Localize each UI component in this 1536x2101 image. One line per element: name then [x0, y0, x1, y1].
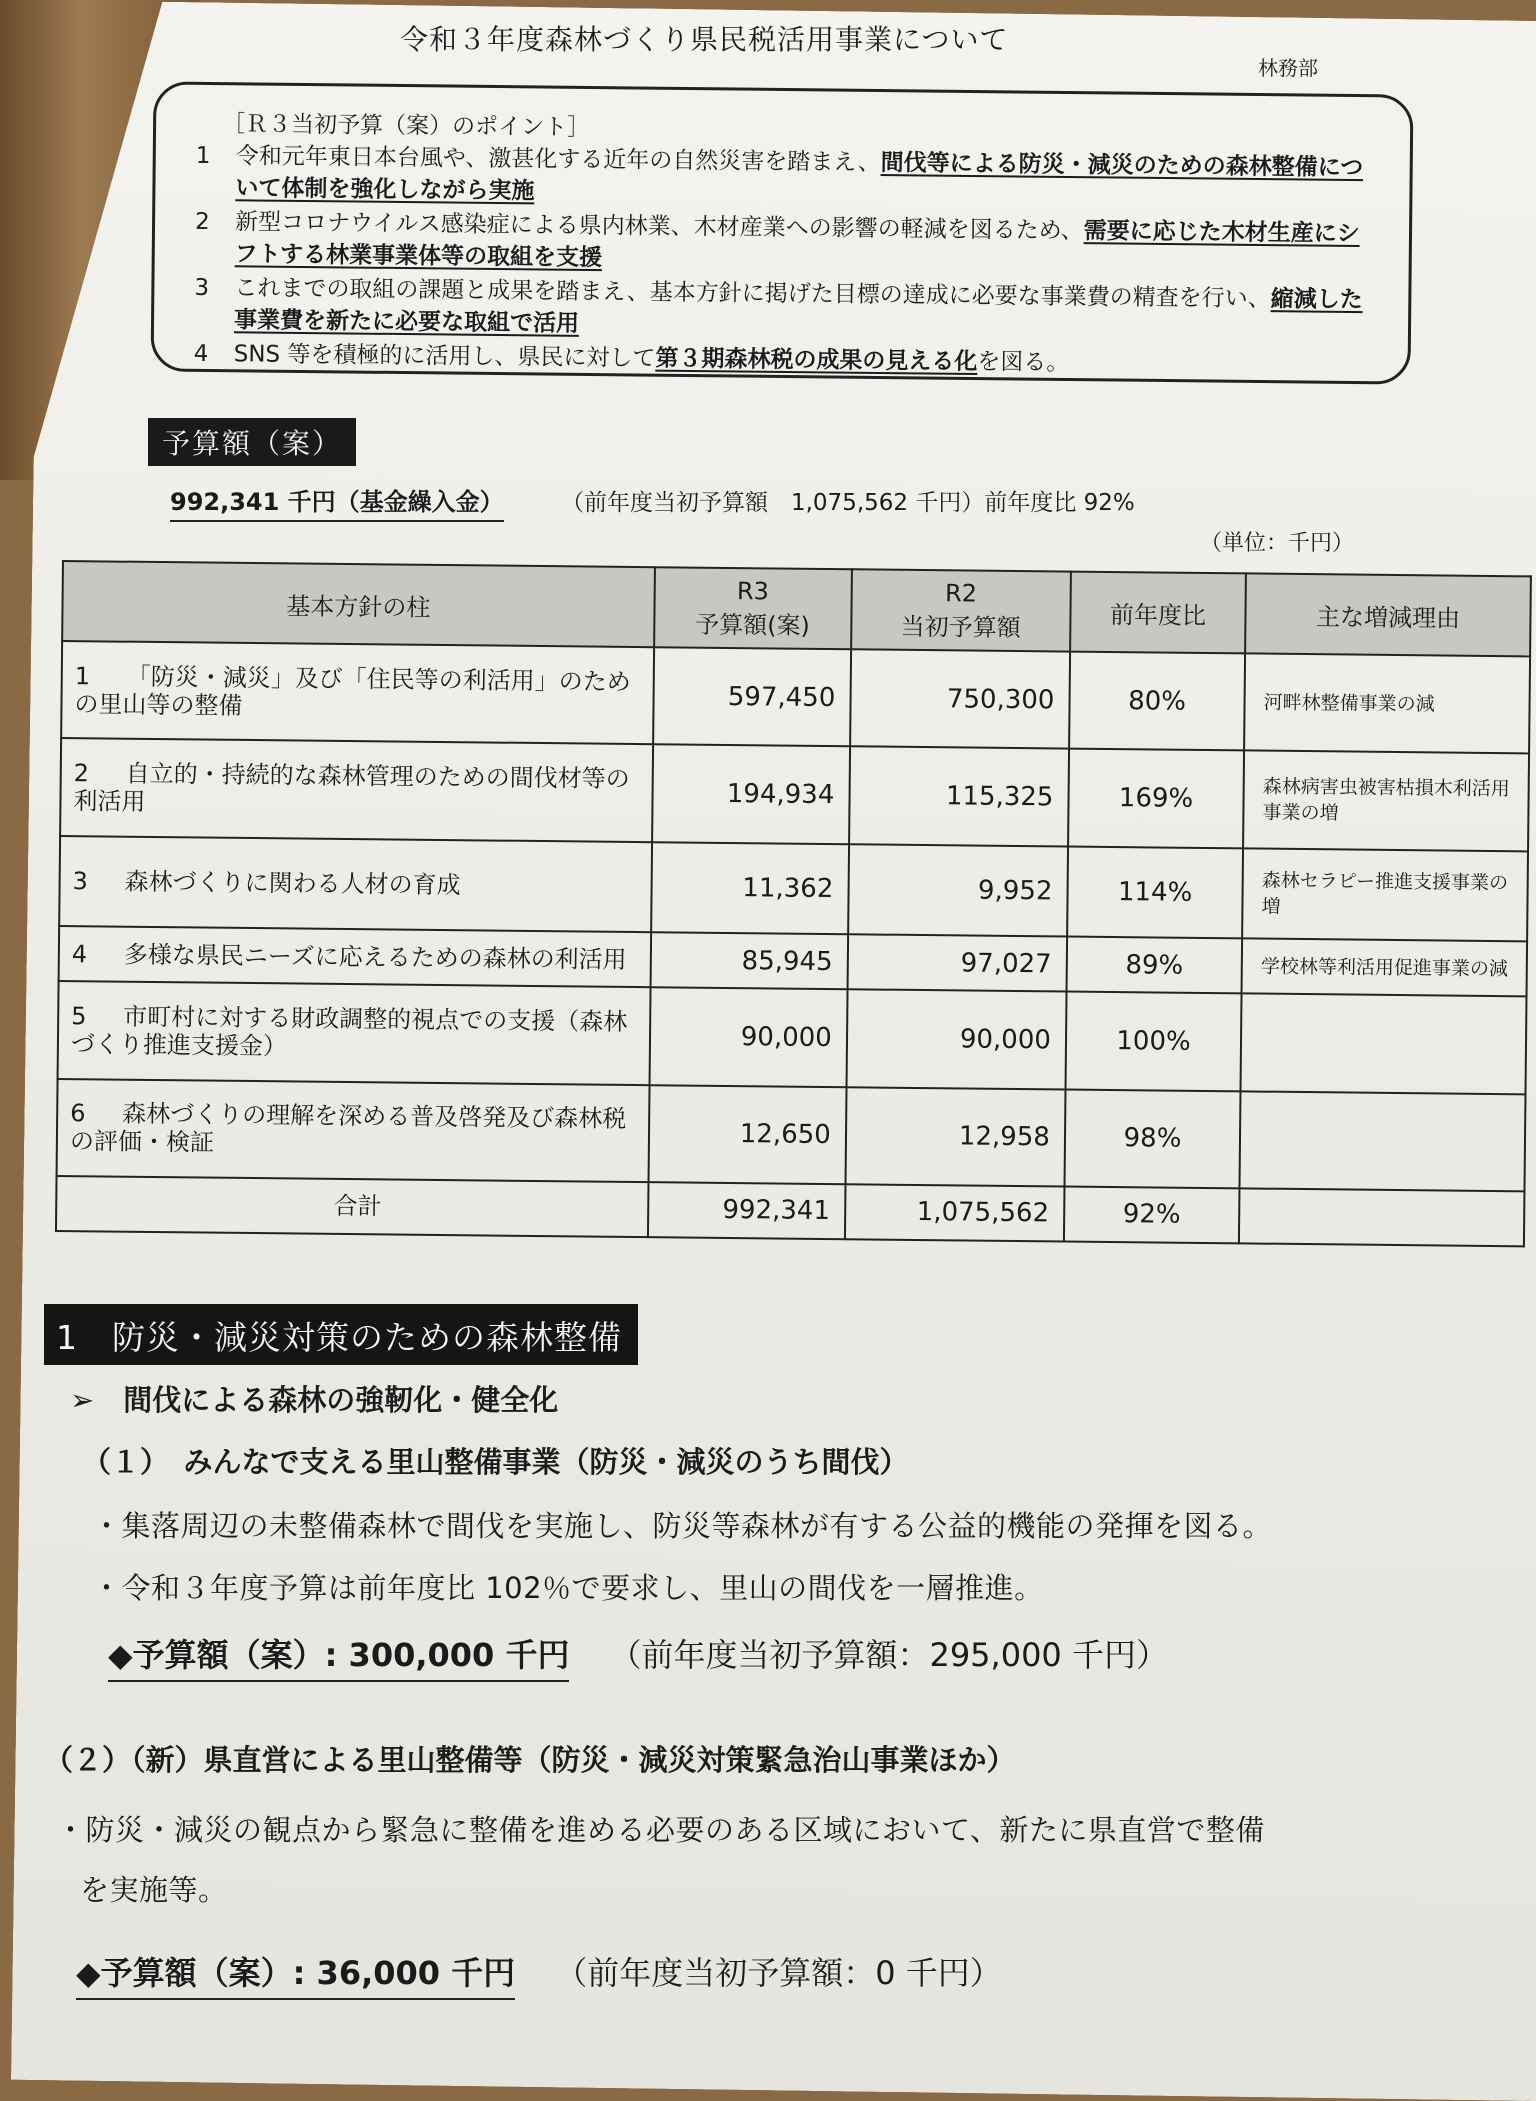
reason-cell: 学校林等利活用促進事業の減 [1242, 939, 1527, 997]
table-row [59, 835, 1528, 941]
budget-previous: （前年度当初予算額 1,075,562 千円）前年度比 92% [560, 490, 1135, 516]
table-row [60, 738, 1529, 851]
point-number: 3 [194, 274, 210, 302]
point-emphasis: 間伐等による防災・減災のための森林整備について体制を強化しながら実施 [235, 150, 1364, 205]
point-number: 1 [195, 142, 211, 170]
r2-cell: 115,325 [849, 747, 1069, 847]
department-label: 林務部 [1258, 56, 1318, 80]
ratio-cell: 100% [1065, 992, 1241, 1091]
ratio-cell: 169% [1068, 749, 1244, 848]
ratio-cell: 80% [1069, 652, 1245, 751]
table-header-row [62, 561, 1531, 656]
reason-cell [1240, 1091, 1526, 1191]
item2-title: （２）（新）県直営による里山整備等（防災・減災対策緊急治山事業ほか） [44, 1743, 1016, 1777]
pillar-cell: 5 市町村に対する財政調整的視点での支援（森林づくり推進支援金） [58, 981, 651, 1084]
r2-cell: 9,952 [848, 844, 1068, 937]
point-number: 4 [193, 340, 209, 367]
unit-label: （単位：千円） [1200, 531, 1355, 556]
pillar-cell: 3 森林づくりに関わる人材の育成 [59, 835, 651, 932]
item2-line: ・防災・減災の観点から緊急に整備を進める必要のある区域において、新たに県直営で整備 [56, 1813, 1265, 1847]
total-r2: 1,075,562 [845, 1184, 1065, 1241]
item2-line: を実施等。 [80, 1873, 228, 1907]
point-item [195, 206, 1382, 282]
r3-cell: 597,450 [653, 647, 851, 746]
item2-previous: （前年度当初予算額：0 千円） [555, 1954, 1002, 1992]
ratio-cell: 89% [1066, 937, 1242, 994]
header-pillar: 基本方針の柱 [62, 561, 654, 647]
point-text: SNS 等を積極的に活用し、県民に対して [233, 341, 656, 372]
point-text: 新型コロナウイルス感染症による県内林業、木材産業への影響の軽減を図るため、 [234, 209, 1084, 245]
point-text: これまでの取組の課題と成果を踏まえ、基本方針に掲げた目標の達成に必要な事業費の精査を行い、 [234, 275, 1271, 313]
reason-cell [1241, 994, 1527, 1094]
total-label: 合計 [56, 1176, 648, 1237]
header-r3: R3 予算額(案) [654, 567, 852, 649]
r2-cell: 90,000 [846, 990, 1066, 1090]
section-number: 1 [56, 1318, 78, 1357]
pillar-cell: 4 多様な県民ニーズに応えるための森林の利活用 [59, 926, 651, 987]
point-emphasis: 第３期森林税の成果の見える化 [655, 345, 978, 376]
pillar-cell: 1 「防災・減災」及び「住民等の利活用」のための里山等の整備 [61, 641, 654, 744]
table-row [58, 981, 1527, 1094]
total-r3: 992,341 [648, 1182, 846, 1239]
total-reason [1239, 1188, 1524, 1246]
r3-cell: 194,934 [652, 744, 850, 843]
table-row [61, 641, 1530, 754]
points-heading: ［Ｒ３当初予算（案）のポイント］ [221, 111, 591, 141]
r2-cell: 97,027 [847, 935, 1067, 992]
r3-cell: 12,650 [648, 1085, 846, 1184]
point-item [195, 140, 1382, 216]
reason-cell: 森林セラピー推進支援事業の増 [1242, 848, 1528, 942]
header-ratio: 前年度比 [1070, 572, 1246, 654]
point-text: 令和元年東日本台風や、激甚化する近年の自然災害を踏まえ、 [235, 143, 881, 177]
ratio-cell: 98% [1064, 1089, 1240, 1188]
item1-previous: （前年度当初予算額：295,000 千円） [609, 1636, 1168, 1674]
reason-cell: 河畔林整備事業の減 [1244, 653, 1530, 753]
point-number: 2 [194, 208, 210, 236]
pillar-cell: 2 自立的・持続的な森林管理のための間伐材等の利活用 [60, 738, 653, 841]
header-reason: 主な増減理由 [1245, 573, 1531, 656]
reason-cell: 森林病害虫被害枯損木利活用事業の増 [1243, 751, 1529, 851]
document-title: 令和３年度森林づくり県民税活用事業について [400, 23, 1009, 56]
item1-title: （１） みんなで支える里山整備事業（防災・減災のうち間伐） [82, 1445, 909, 1479]
subheading: ➢ 間伐による森林の強靭化・健全化 [70, 1383, 559, 1417]
item1-budget: ◆予算額（案）: 300,000 千円 [108, 1636, 569, 1682]
point-emphasis: 縮減した事業費を新たに必要な取組で活用 [233, 286, 1363, 337]
section-title: 防災・減災対策のための森林整備 [112, 1318, 622, 1357]
budget-table [55, 560, 1532, 1247]
budget-total: 992,341 千円（基金繰入金） [170, 488, 504, 522]
item2-amount [76, 1948, 1002, 1994]
r3-cell: 85,945 [650, 932, 848, 989]
budget-summary [170, 482, 1350, 517]
point-item [194, 272, 1381, 348]
header-r2: R2 当初予算額 [851, 569, 1071, 651]
pillar-cell: 6 森林づくりの理解を深める普及啓発及び森林税の評価・検証 [57, 1079, 650, 1182]
r3-cell: 90,000 [649, 988, 847, 1087]
total-ratio: 92% [1064, 1186, 1240, 1243]
item2-budget: ◆予算額（案）: 36,000 千円 [76, 1954, 515, 2000]
ratio-cell: 114% [1067, 846, 1243, 939]
r2-cell: 750,300 [850, 649, 1070, 749]
point-text-rest: を図る。 [977, 349, 1070, 377]
point-emphasis: 需要に応じた木材生産にシフトする林業事業体等の取組を支援 [234, 218, 1360, 272]
section-heading [44, 1304, 638, 1365]
item1-line: ・令和３年度予算は前年度比 102％で要求し、里山の間伐を一層推進。 [92, 1571, 1044, 1605]
r2-cell: 12,958 [845, 1087, 1065, 1187]
table-row [57, 1079, 1526, 1192]
budget-points-box [151, 81, 1414, 384]
r3-cell: 11,362 [651, 842, 849, 935]
budget-badge: 予算額（案） [148, 418, 356, 466]
item1-amount [108, 1630, 1168, 1676]
item1-line: ・集落周辺の未整備森林で間伐を実施し、防災等森林が有する公益的機能の発揮を図る。 [92, 1509, 1273, 1543]
